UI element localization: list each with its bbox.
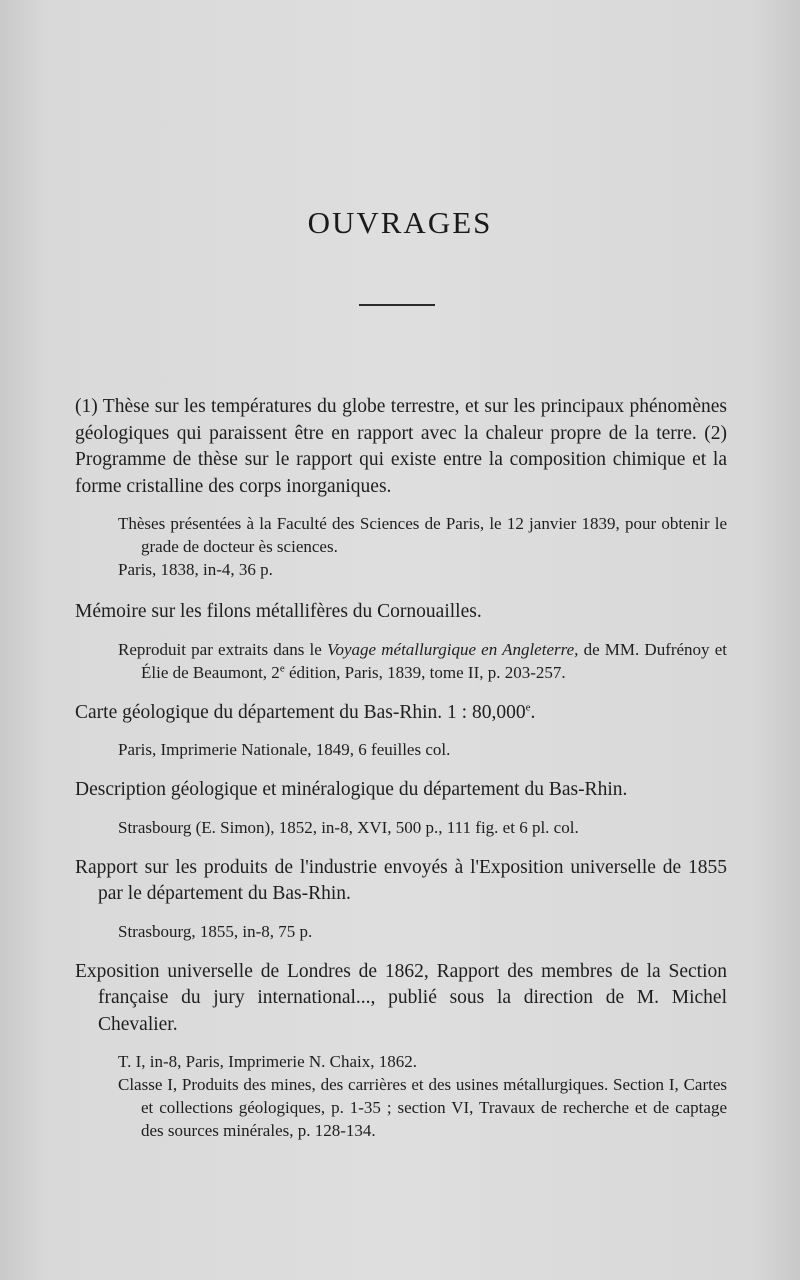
entry-title: (1) Thèse sur les températures du globe terrestre, et sur les principaux phénomènes géologiques qui paraissent être en rapport avec la chaleur propre de la terre. (2) Programme de thèse sur le rapport qui existe entre la composition chimique et la forme cristalline des corps inorganiques. [75, 396, 727, 497]
bibliography-entry [75, 599, 727, 684]
page-title: OUVRAGES [307, 205, 493, 240]
ordinal-sup: e [279, 661, 285, 674]
bibliography-entry [75, 855, 727, 943]
bibliography-entry [75, 394, 727, 581]
entry-detail: Classe I, Produits des mines, des carrières et des usines métallurgiques. Section I, Cartes et collections géologiques, p. 1-35 ; section VI, Travaux de recherche et de captage des sources minérales, p. 128-134. [118, 1075, 727, 1140]
entry-title: Rapport sur les produits de l'industrie envoyés à l'Exposition universelle de 1855 par le département du Bas-Rhin. [75, 856, 727, 904]
entry-detail: Strasbourg (E. Simon), 1852, in-8, XVI, 500 p., 111 fig. et 6 pl. col. [118, 817, 579, 837]
bibliography-entry [75, 777, 727, 839]
journal-title: Voyage métallurgique en Angleterre, [327, 639, 579, 659]
detail-middle: de MM. Dufrénoy et Élie de Beaumont, 2 [141, 639, 727, 682]
title-end: . [530, 701, 536, 723]
title-main: Carte géologique du département du Bas-Rhin. 1 : 80,000 [75, 701, 526, 723]
entry-detail: Strasbourg, 1855, in-8, 75 p. [118, 921, 313, 941]
entry-title [75, 700, 727, 727]
title-rule [359, 304, 435, 306]
entry-detail: T. I, in-8, Paris, Imprimerie N. Chaix, 1862. [118, 1052, 418, 1071]
entry-title: Exposition universelle de Londres de 1862, Rapport des membres de la Section française du jury international..., publié sous la direction de M. Michel Chevalier. [75, 960, 727, 1035]
entry-detail: Paris, Imprimerie Nationale, 1849, 6 feuilles col. [118, 740, 451, 759]
bibliography-list [75, 394, 727, 1142]
entry-title: Mémoire sur les filons métallifères du Cornouailles. [75, 601, 482, 622]
entry-detail: Paris, 1838, in-4, 36 p. [118, 560, 273, 579]
bibliography-entry [75, 700, 727, 762]
scale-sup: e [525, 701, 531, 713]
entry-detail: Thèses présentées à la Faculté des Sciences de Paris, le 12 janvier 1839, pour obtenir le grade de docteur ès sciences. [118, 514, 727, 556]
entry-detail [75, 638, 727, 684]
detail-suffix: édition, Paris, 1839, tome II, p. 203-257. [288, 662, 566, 682]
detail-prefix: Reproduit par extraits dans le [118, 639, 322, 659]
bibliography-entry [75, 959, 727, 1143]
entry-title: Description géologique et minéralogique du département du Bas-Rhin. [75, 779, 628, 800]
